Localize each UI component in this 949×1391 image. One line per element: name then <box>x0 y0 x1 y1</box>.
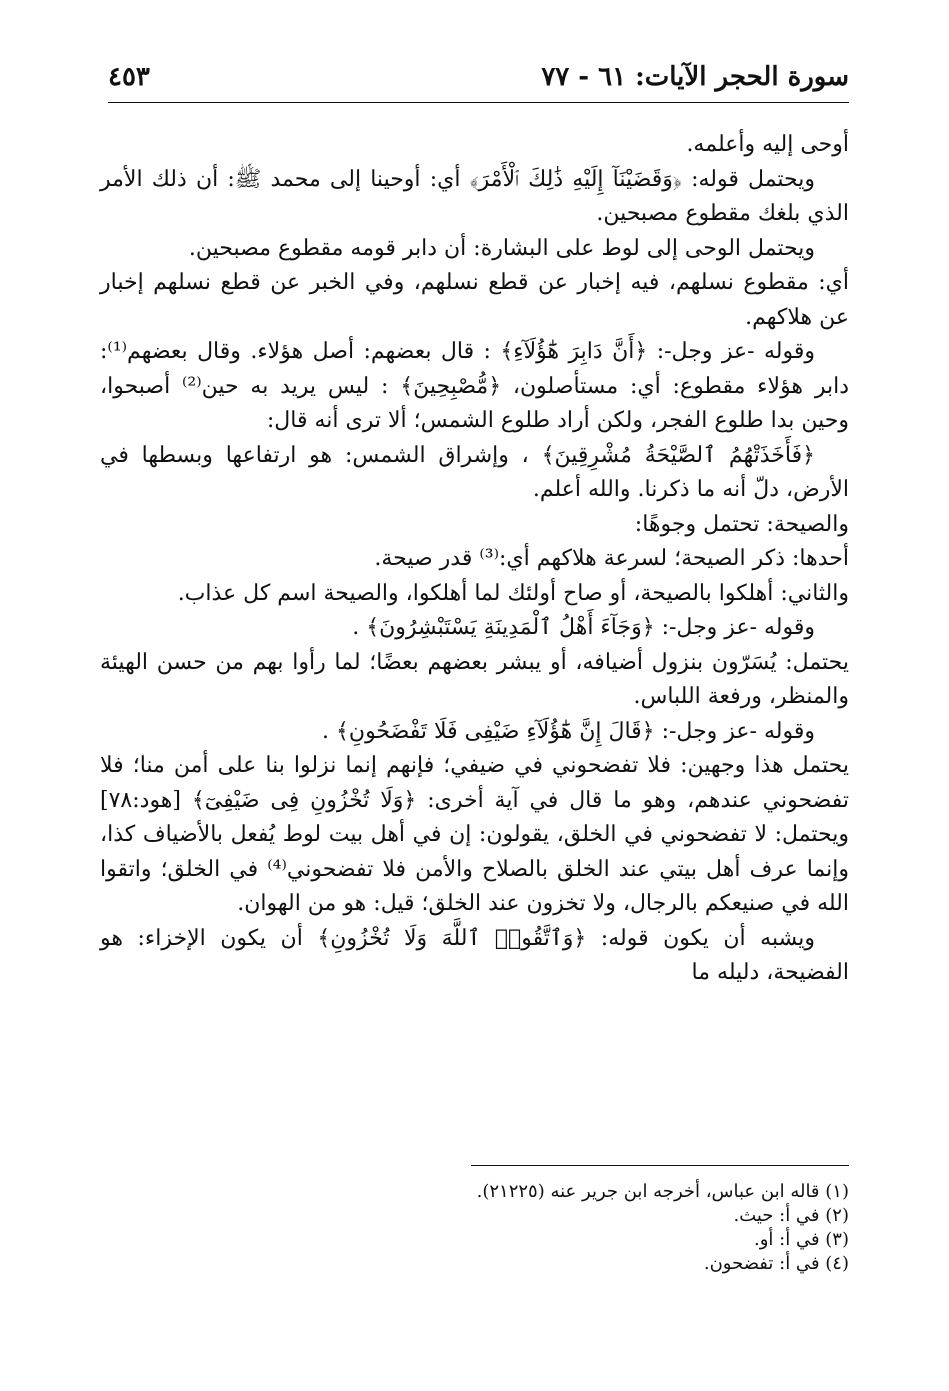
paragraph: يحتمل هذا وجهين: فلا تفضحوني في ضيفي؛ فإنهم إنما نزلوا بنا على أمن منا؛ فلا تفضحوني عندهم، وهو ما قال في آية أخرى: ﴿وَلَا تُخْزُونِ فِى ضَيْفِىٓ﴾ [هود:٧٨] ويحتمل: لا تفضحوني في الخلق، يقولون: إن في أهل بيت لوط يُفعل بالأضياف كذا، وإنما عرف أهل بيتي عند الخلق بالصلاح والأمن فلا تفضحوني⁽⁴⁾ في الخلق؛ واتقوا الله في صنيعكم بالرجال، ولا تخزون عند الخلق؛ قيل: هو من الهوان. <box>100 753 849 916</box>
paragraph: وقوله -عز وجل-: ﴿وَجَآءَ أَهْلُ ٱلْمَدِينَةِ يَسْتَبْشِرُونَ﴾ . <box>352 615 815 640</box>
paragraph: والصيحة: تحتمل وجوهًا: <box>634 511 849 537</box>
footnote: (٣) في أ: أو. <box>754 1229 849 1250</box>
paragraph: وقوله -عز وجل-: ﴿أَنَّ دَابِرَ هَٰٓؤُلَآءِ﴾ : قال بعضهم: أصل هؤلاء. وقال بعضهم⁽¹⁾: دابر هؤلاء مقطوع: أي: مستأصلون، ﴿مُّصْبِحِينَ﴾ : ليس يريد به حين⁽²⁾ أصبحوا، وحين بدا طلوع الفجر، ولكن أراد طلوع الشمس؛ ألا ترى أنه قال: <box>100 339 849 433</box>
page-number: ٤٥٣ <box>108 62 150 92</box>
paragraph: ويحتمل قوله: ﴿وَقَضَيْنَآ إِلَيْهِ ذَٰلِكَ ٱلْأَمْرَ﴾ أي: أوحينا إلى محمد ﷺ: أن ذلك الأمر الذي بلغك مقطوع مصبحين. <box>100 166 849 226</box>
footnote-separator <box>471 1165 849 1166</box>
running-header <box>108 58 849 103</box>
paragraph: ﴿فَأَخَذَتْهُمُ ٱلصَّيْحَةُ مُشْرِقِينَ﴾ ، وإشراق الشمس: هو ارتفاعها وبسطها في الأرض، دلّ أنه ما ذكرنا. والله أعلم. <box>100 442 849 502</box>
footnote: (٢) في أ: حيث. <box>733 1205 849 1226</box>
paragraph: أي: مقطوع نسلهم، فيه إخبار عن قطع نسلهم، وفي الخبر عن قطع نسلهم إخبار عن هلاكهم. <box>100 270 849 330</box>
paragraph: ويشبه أن يكون قوله: ﴿وَٱتَّقُوا۟ ٱللَّهَ وَلَا تُخْزُونِ﴾ أن يكون الإخزاء: هو الفضيحة، دليله ما <box>100 925 849 985</box>
paragraph: والثاني: أهلكوا بالصيحة، أو صاح أولئك لما أهلكوا، والصيحة اسم كل عذاب. <box>177 580 849 606</box>
footnotes <box>100 1180 849 1276</box>
paragraph: أوحى إليه وأعلمه. <box>686 132 849 157</box>
footnote: (١) قاله ابن عباس، أخرجه ابن جرير عنه (٢١٢٢٥). <box>476 1181 849 1202</box>
main-text <box>100 128 849 991</box>
paragraph: وقوله -عز وجل-: ﴿قَالَ إِنَّ هَٰٓؤُلَآءِ ضَيْفِى فَلَا تَفْضَحُونِ﴾ . <box>322 718 815 744</box>
footnote: (٤) في أ: تفضحون. <box>703 1253 849 1274</box>
paragraph: أحدها: ذكر الصيحة؛ لسرعة هلاكهم أي:⁽³⁾ قدر صيحة. <box>374 546 849 571</box>
paragraph: يحتمل: يُسَرّون بنزول أضيافه، أو يبشر بعضهم بعضًا؛ لما رأوا بهم من حسن الهيئة والمنظر، ورفعة اللباس. <box>100 649 849 709</box>
paragraph: ويحتمل الوحى إلى لوط على البشارة: أن دابر قومه مقطوع مصبحين. <box>188 235 815 261</box>
header-title: سورة الحجر الآيات: ٦١ - ٧٧ <box>541 62 849 92</box>
